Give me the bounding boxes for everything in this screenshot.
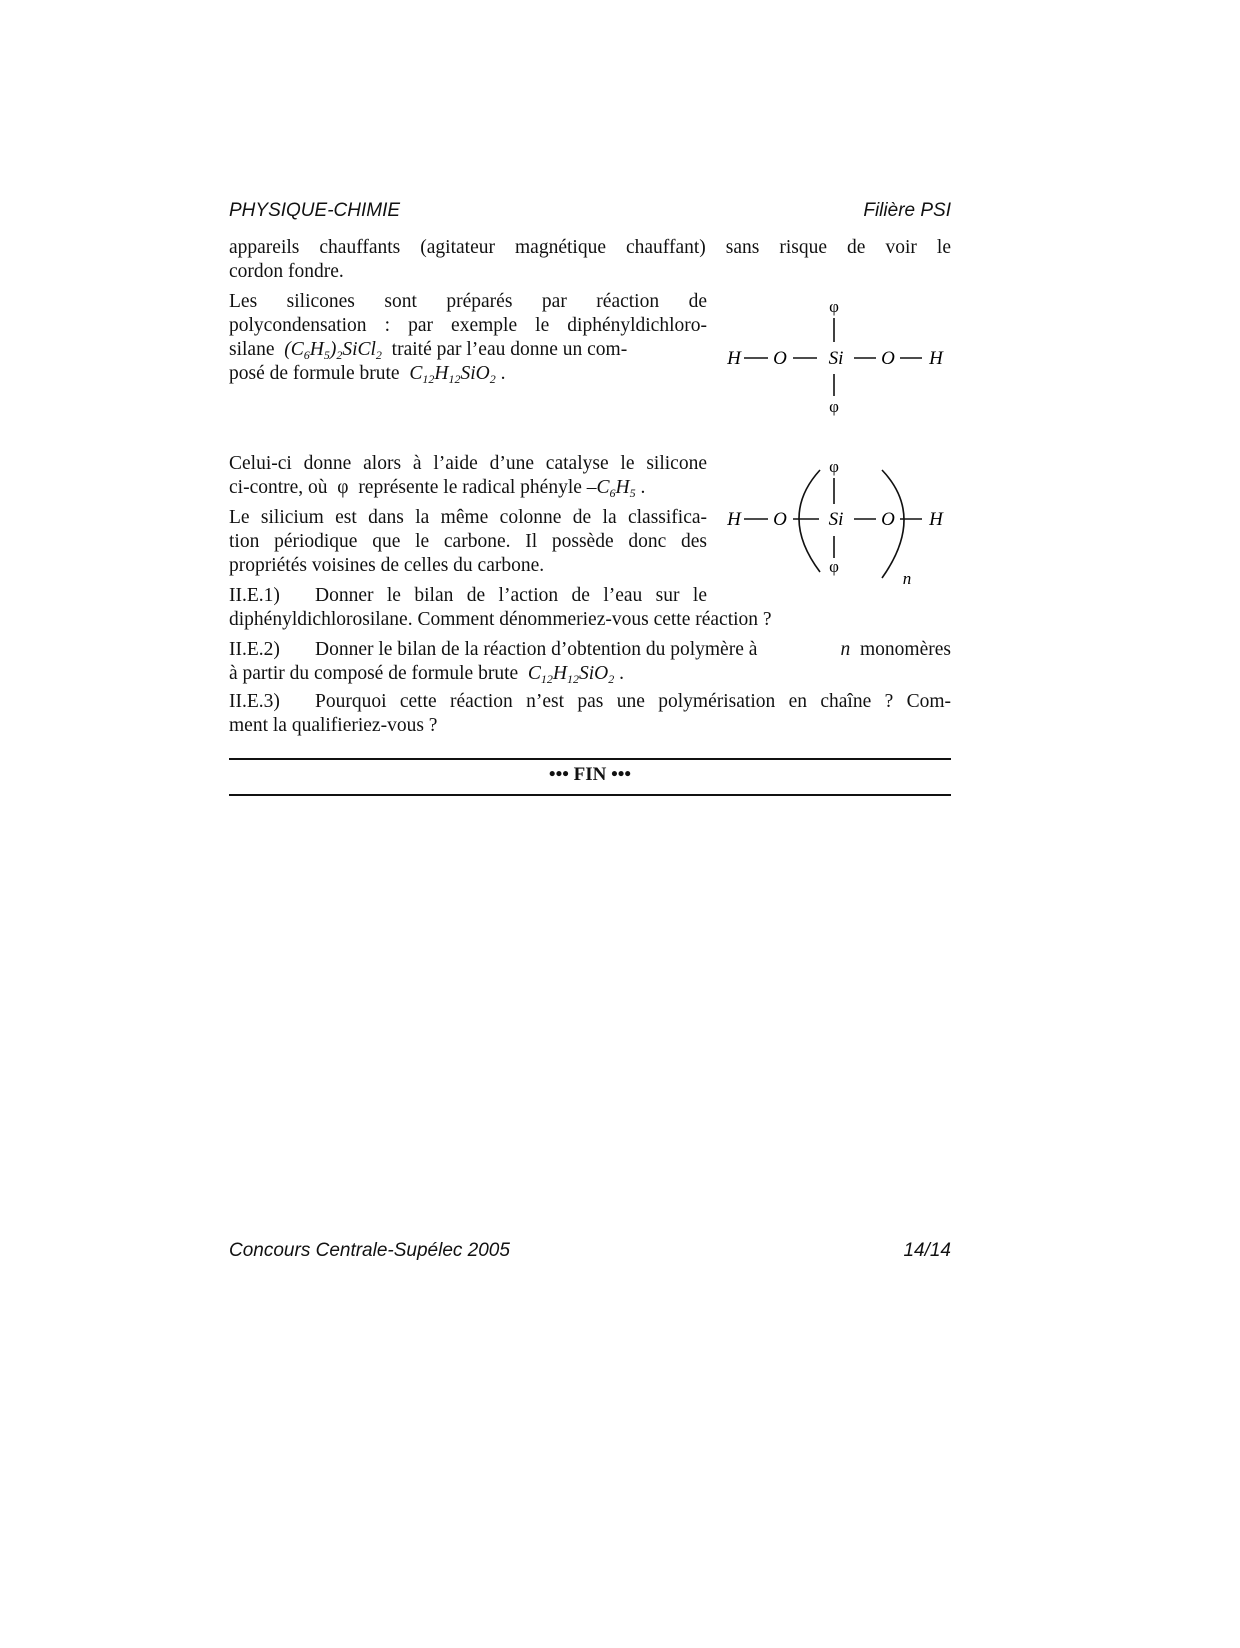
- diagram2-h-right: H: [929, 509, 943, 530]
- header-track: Filière PSI: [863, 200, 951, 221]
- question-3-line-2: ment la qualifieriez-vous ?: [229, 715, 438, 736]
- diagram1-phi-bottom: φ: [829, 397, 839, 416]
- diagram2-phi-bottom: φ: [829, 557, 839, 576]
- silicones-line-1: Les silicones sont préparés par réaction de: [229, 291, 707, 312]
- formula-c12h12sio2: $C_{12}H_{12}SiO_2$: [409, 363, 496, 386]
- phenyl-symbol: φ: [337, 477, 349, 498]
- diagram1-o-right: O: [881, 348, 895, 369]
- question-3-line-1: [229, 690, 951, 714]
- diagram1-phi-top: φ: [829, 297, 839, 316]
- question-3-text-1: Pourquoi cette réaction n’est pas une polymérisation en chaîne ? Com-: [315, 691, 951, 712]
- question-1-line-2: diphényldichlorosilane. Comment dénommeriez-vous cette réaction ?: [229, 609, 772, 630]
- silicones-line-3: [229, 338, 627, 362]
- silicones-word-silane: silane: [229, 339, 275, 360]
- question-2-line-2: à partir du composé de formule brute $C_{12}H_{12}SiO_2$ .: [229, 663, 625, 686]
- end-marker: ••• FIN •••: [548, 764, 632, 785]
- question-1-line-1: [229, 584, 707, 608]
- silicium-line-3: propriétés voisines de celles du carbone.: [229, 555, 545, 576]
- silicones-line-2: polycondensation : par exemple le diphényldichloro-: [229, 315, 707, 336]
- question-2-line-1: [229, 638, 951, 662]
- diagram2-h-left: H: [727, 509, 741, 530]
- silicones-line-4-text: posé de formule brute: [229, 363, 400, 384]
- formula-phenyl-radical: $C_6H_5$: [596, 477, 636, 500]
- question-2-text-1b: monomères: [860, 639, 951, 660]
- diagram2-phi-top: φ: [829, 457, 839, 476]
- formula-diphenyldichlorosilane: $(C_6H_5)_2SiCl_2$: [284, 339, 382, 362]
- diagram2-subscript-n: n: [902, 569, 912, 588]
- diagram2-o-right: O: [881, 509, 895, 530]
- footer-competition: Concours Centrale-Supélec 2005: [229, 1240, 510, 1261]
- question-2-label: II.E.2): [229, 639, 280, 660]
- diagram1-h-left: H: [727, 348, 741, 369]
- celui-line-2-a: ci-contre, où: [229, 477, 328, 498]
- question-2-text-2: à partir du composé de formule brute: [229, 663, 519, 684]
- silicones-line-3-rest: traité par l’eau donne un com-: [391, 339, 628, 360]
- question-1-label: II.E.1): [229, 585, 280, 606]
- header-subject: PHYSIQUE-CHIMIE: [229, 200, 401, 221]
- question-3-label: II.E.3): [229, 691, 280, 712]
- diagram1-o-left: O: [773, 348, 787, 369]
- celui-line-2: ci-contre, où φ représente le radical phényle $-C_6H_5$ .: [229, 477, 646, 500]
- diagram2-si: Si: [828, 509, 844, 530]
- question-2-text-1a: Donner le bilan de la réaction d’obtention du polymère à: [315, 639, 758, 660]
- diagram-silanediol: [700, 290, 960, 420]
- diagram2-left-paren: [799, 470, 820, 572]
- silicium-line-2: tion périodique que le carbone. Il possède donc des: [229, 531, 707, 552]
- diagram1-h-right: H: [929, 348, 943, 369]
- diagram2-o-left: O: [773, 509, 787, 530]
- intro-line-1: appareils chauffants (agitateur magnétique chauffant) sans risque de voir le: [229, 237, 951, 258]
- diagram1-si: Si: [828, 348, 844, 369]
- symbol-n: n: [840, 639, 851, 660]
- end-rule-bottom: [229, 794, 951, 796]
- question-1-text-1: Donner le bilan de l’action de l’eau sur le: [315, 585, 707, 606]
- celui-line-1: Celui-ci donne alors à l’aide d’une catalyse le silicone: [229, 453, 707, 474]
- silicones-line-4: posé de formule brute $C_{12}H_{12}SiO_2$ .: [229, 363, 506, 386]
- intro-line-2: cordon fondre.: [229, 261, 344, 282]
- formula-c12h12sio2-q2: $C_{12}H_{12}SiO_2$: [527, 663, 615, 686]
- diagram-silicone-polymer: [700, 450, 960, 595]
- end-rule-top: [229, 758, 951, 760]
- celui-line-2-b: représente le radical phényle: [358, 477, 582, 498]
- footer-page-number: 14/14: [903, 1240, 951, 1261]
- silicium-line-1: Le silicium est dans la même colonne de la classifica-: [229, 507, 707, 528]
